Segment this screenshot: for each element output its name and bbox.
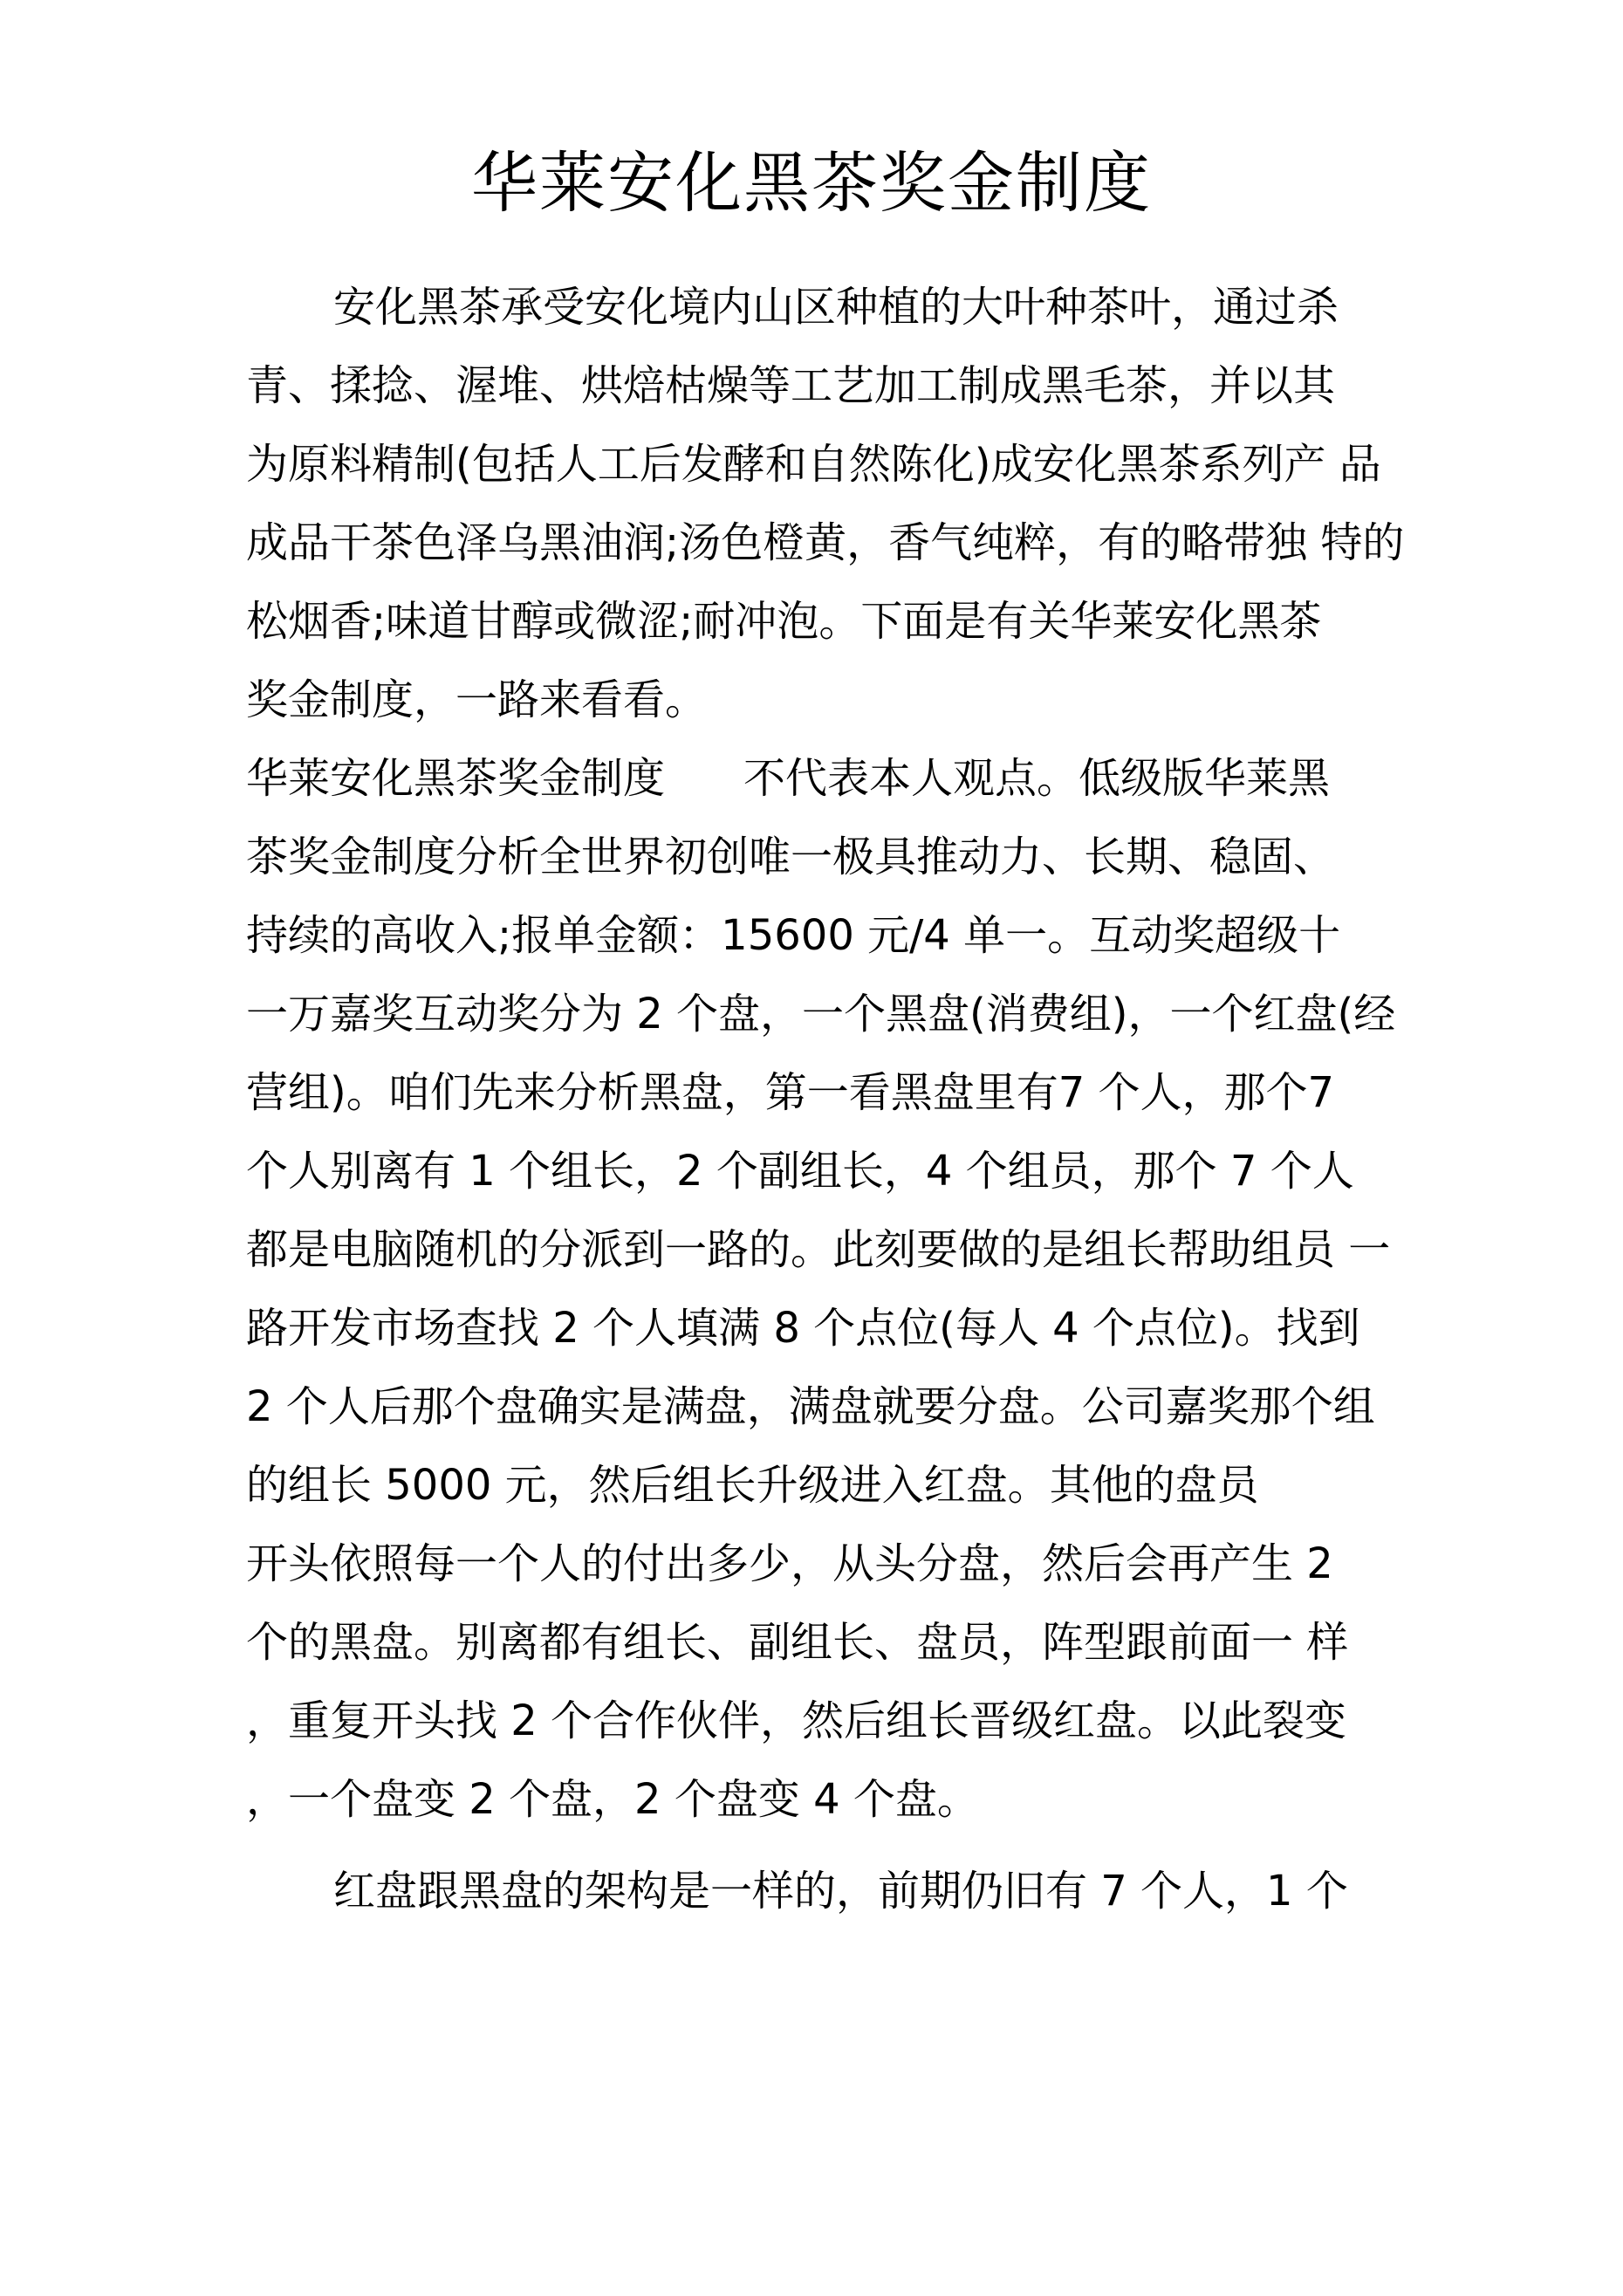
- text-line: 持续的高收入;报单金额：15600 元/4 单一。互动奖超级十: [246, 911, 1341, 960]
- text-line: 路开发市场查找 2 个人填满 8 个点位(每人 4 个点位)。找到: [246, 1304, 1360, 1353]
- text-line: 开头依照每一个人的付出多少，从头分盘，然后会再产生 2: [246, 1539, 1333, 1588]
- document-title: 华莱安化黑茶奖金制度: [471, 144, 1152, 222]
- text-line: 营组)。咱们先来分析黑盘，第一看黑盘里有7 个人，那个7: [246, 1068, 1335, 1117]
- text-line: 青、揉捻、渥堆、烘焙枯燥等工艺加工制成黑毛茶，并以其: [246, 361, 1336, 410]
- text-line: 2 个人后那个盘确实是满盘，满盘就要分盘。公司嘉奖那个组: [246, 1382, 1375, 1431]
- text-line: ，一个盘变 2 个盘，2 个盘变 4 个盘。: [246, 1775, 979, 1824]
- text-line: 红盘跟黑盘的架构是一样的，前期仍旧有 7 个人，1 个: [333, 1867, 1348, 1916]
- text-line: 奖金制度，一路来看看。: [246, 675, 708, 724]
- section-text: 不代表本人观点。低级版华莱黑: [743, 754, 1331, 803]
- text-line: [246, 739, 1391, 818]
- text-line: 个人别离有 1 个组长，2 个副组长，4 个组员，那个 7 个人: [246, 1147, 1354, 1196]
- text-line: 松烟香;味道甘醇或微涩;耐冲泡。下面是有关华莱安化黑茶: [246, 597, 1322, 646]
- text-line: 安化黑茶承受安化境内山区种植的大叶种茶叶，通过杀: [333, 283, 1339, 332]
- text-line: 成品干茶色泽乌黑油润;汤色橙黄，香气纯粹，有的略带独 特的: [246, 518, 1405, 567]
- text-line: 个的黑盘。别离都有组长、副组长、盘员，阵型跟前面一 样: [246, 1618, 1349, 1667]
- text-line: 为原料精制(包括人工后发酵和自然陈化)成安化黑茶系列产 品: [246, 440, 1381, 489]
- text-line: 一万嘉奖互动奖分为 2 个盘，一个黑盘(消费组)，一个红盘(经: [246, 990, 1396, 1038]
- text-line: ，重复开头找 2 个合作伙伴，然后组长晋级红盘。以此裂变: [246, 1696, 1347, 1745]
- text-line: 茶奖金制度分析全世界初创唯一极具推动力、长期、稳固、: [246, 833, 1336, 881]
- section-heading: 华莱安化黑茶奖金制度: [246, 754, 666, 803]
- text-line: 都是电脑随机的分派到一路的。此刻要做的是组长帮助组员 一: [246, 1225, 1391, 1274]
- text-line: 的组长 5000 元，然后组长升级进入红盘。其他的盘员: [246, 1461, 1259, 1510]
